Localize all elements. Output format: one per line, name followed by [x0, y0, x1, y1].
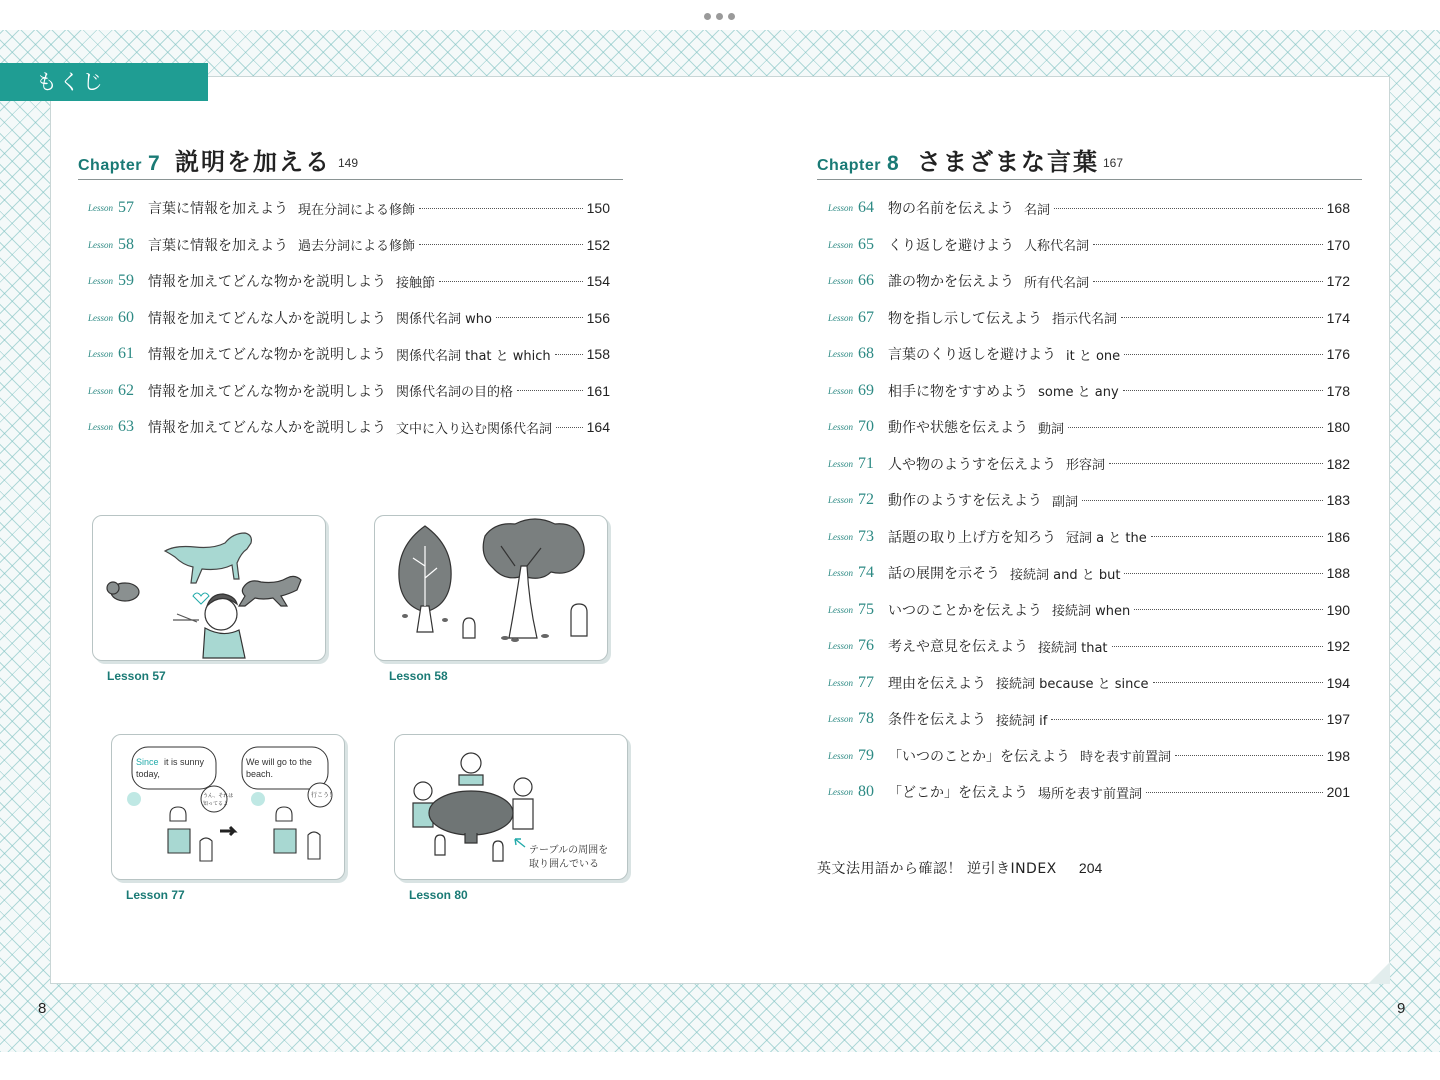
dot-leader: [496, 317, 583, 318]
toc-row[interactable]: [828, 453, 1350, 475]
lesson-page: 170: [1326, 236, 1350, 253]
toc-row[interactable]: [828, 270, 1350, 292]
sunny-beach-drawing: [112, 735, 346, 881]
lesson-page: 190: [1326, 601, 1350, 618]
lesson-number: 73: [858, 527, 874, 545]
reverse-index-entry[interactable]: [817, 858, 1102, 878]
lesson-label: Lesson: [88, 422, 114, 432]
lesson-page: 176: [1326, 346, 1350, 362]
lesson-number: 70: [858, 418, 874, 435]
illustration-lesson-57: [92, 515, 326, 661]
lesson-label: Lesson: [828, 677, 854, 688]
lesson-label: Lesson: [828, 239, 854, 250]
index-page: 204: [1078, 860, 1103, 876]
lesson-page: 201: [1326, 784, 1350, 800]
contents-tag: もくじ: [0, 63, 208, 101]
lesson-number: 62: [118, 381, 134, 399]
chapter-title: 説明を加える: [175, 148, 331, 176]
toc-row[interactable]: [828, 343, 1350, 365]
lesson-page: 158: [586, 346, 610, 362]
lesson-title: 考えや意見を伝えよう: [888, 639, 1028, 655]
bubble1-highlight: Since: [136, 757, 159, 767]
lesson-subtitle: 関係代名詞の目的格: [396, 385, 514, 400]
lesson-subtitle: 関係代名詞 that と which: [396, 348, 551, 364]
lesson-number: 64: [858, 199, 874, 216]
lesson-page: 154: [586, 273, 610, 289]
lesson-number: 74: [858, 564, 874, 581]
bubble1-line2: today,: [136, 769, 160, 779]
lesson-label: Lesson: [828, 604, 854, 615]
lesson-label: Lesson: [88, 239, 114, 250]
dot-leader: [1109, 463, 1323, 464]
note-line1: テーブルの周囲を: [529, 845, 609, 856]
lesson-title: 言葉に情報を加えよう: [148, 201, 288, 217]
lesson-page: 194: [1326, 674, 1350, 691]
lesson-label: Lesson: [828, 276, 854, 286]
chapter-title: さまざまな言葉: [917, 148, 1099, 176]
chapter-8-header: [817, 140, 1362, 180]
lesson-page: 178: [1326, 382, 1350, 399]
lesson-number: 78: [858, 710, 874, 727]
dot-leader: [1123, 390, 1323, 391]
dot-leader: [1124, 573, 1322, 574]
lesson-page: 161: [586, 382, 610, 399]
lesson-subtitle: 関係代名詞 who: [396, 312, 492, 327]
lesson-subtitle: 形容詞: [1066, 458, 1106, 473]
toc-row[interactable]: [88, 197, 610, 219]
lesson-page: 188: [1326, 565, 1350, 581]
illustration-caption: Lesson 77: [126, 888, 185, 902]
toc-row[interactable]: [88, 343, 610, 365]
lesson-subtitle: 現在分詞による修飾: [298, 202, 416, 218]
lesson-subtitle: 時を表す前置詞: [1080, 750, 1172, 765]
lesson-label: Lesson: [828, 203, 854, 213]
chapter-number: 8: [887, 152, 899, 175]
page-number-right: 9: [1397, 1000, 1406, 1017]
dot-leader: [1068, 427, 1323, 428]
lesson-title: 条件を伝えよう: [888, 712, 986, 728]
toc-row[interactable]: [88, 307, 610, 329]
dot-leader: [555, 354, 583, 355]
illustration-lesson-58: [374, 515, 608, 661]
more-horizontal-icon[interactable]: [704, 13, 735, 20]
dot-leader: [1093, 244, 1323, 245]
toc-row[interactable]: [828, 526, 1350, 548]
lesson-title: 誰の物かを伝えよう: [888, 274, 1014, 290]
chapter-page: 149: [338, 156, 359, 170]
dot-leader: [1146, 792, 1323, 793]
small-bubble2: 行こう！: [311, 792, 336, 799]
illustration-caption: Lesson 58: [389, 669, 448, 683]
lesson-title: 言葉のくり返しを避けよう: [888, 347, 1056, 363]
lesson-label: Lesson: [828, 312, 854, 323]
lesson-title: 言葉に情報を加えよう: [148, 237, 288, 254]
lesson-label: Lesson: [88, 312, 114, 323]
lesson-label: Lesson: [828, 531, 854, 542]
lesson-title: 相手に物をすすめよう: [888, 383, 1029, 400]
trees-drawing: [375, 516, 609, 662]
lesson-subtitle: 接続詞 when: [1052, 604, 1131, 619]
lesson-label: Lesson: [88, 203, 114, 213]
dot-leader: [1124, 354, 1322, 355]
lesson-page: 197: [1326, 711, 1350, 727]
dot-leader: [1175, 755, 1323, 756]
lesson-subtitle: some と any: [1038, 385, 1119, 400]
illustration-caption: Lesson 80: [409, 888, 468, 902]
toc-row[interactable]: [88, 416, 610, 438]
lesson-title: いつのことかを伝えよう: [888, 602, 1042, 619]
toc-row[interactable]: [828, 781, 1350, 803]
dot-leader: [1134, 609, 1322, 610]
lesson-title: 情報を加えてどんな物かを説明しよう: [148, 347, 386, 363]
lesson-title: 「いつのことか」を伝えよう: [888, 748, 1070, 765]
lesson-subtitle: 動詞: [1038, 421, 1065, 437]
lesson-title: 動作のようすを伝えよう: [888, 493, 1042, 509]
lesson-number: 68: [858, 345, 874, 362]
toc-row[interactable]: [828, 307, 1350, 329]
lesson-label: Lesson: [828, 714, 854, 724]
lesson-page: 192: [1326, 638, 1350, 654]
lesson-label: Lesson: [828, 458, 854, 469]
lesson-number: 61: [118, 345, 134, 362]
dot-leader: [419, 244, 583, 245]
lesson-label: Lesson: [88, 349, 114, 359]
lesson-title: 動作や状態を伝えよう: [888, 420, 1028, 436]
lesson-label: Lesson: [88, 276, 114, 286]
lesson-subtitle: 文中に入り込む関係代名詞: [396, 421, 553, 437]
lesson-number: 71: [858, 454, 874, 472]
dot-leader: [1153, 682, 1323, 683]
lesson-number: 72: [858, 491, 874, 508]
lesson-page: 182: [1326, 455, 1350, 472]
dot-leader: [517, 390, 583, 391]
bubble2-line1: We will go to the: [246, 757, 312, 767]
lesson-page: 198: [1326, 747, 1350, 764]
dot-leader: [1054, 208, 1323, 209]
lesson-label: Lesson: [828, 385, 854, 396]
lesson-number: 57: [118, 199, 134, 216]
lesson-label: Lesson: [828, 641, 854, 651]
lesson-number: 80: [858, 783, 874, 800]
toc-row[interactable]: [828, 708, 1350, 730]
toc-row[interactable]: [828, 672, 1350, 694]
toc-row[interactable]: [828, 489, 1350, 511]
lesson-title: 情報を加えてどんな物かを説明しよう: [148, 274, 386, 290]
lesson-number: 79: [858, 746, 874, 764]
lesson-page: 168: [1326, 200, 1350, 216]
lesson-subtitle: 接触節: [396, 275, 436, 291]
lesson-subtitle: 接続詞 if: [996, 713, 1048, 729]
lesson-page: 180: [1326, 419, 1350, 435]
panel-corner-fold: [1368, 962, 1390, 984]
lesson-subtitle: 人称代名詞: [1024, 239, 1090, 254]
lesson-title: くり返しを避けよう: [888, 237, 1014, 254]
illustration-lesson-77: [111, 734, 345, 880]
toc-row[interactable]: [828, 599, 1350, 621]
lesson-title: 「どこか」を伝えよう: [888, 785, 1028, 801]
dot-leader: [1051, 719, 1322, 720]
lesson-page: 164: [586, 419, 610, 435]
lesson-subtitle: 接続詞 and と but: [1010, 567, 1121, 583]
page-number-left: 8: [38, 1000, 47, 1017]
dot-leader: [1151, 536, 1323, 537]
lesson-page: 174: [1326, 309, 1350, 326]
lesson-number: 65: [858, 235, 874, 253]
toc-row[interactable]: [828, 197, 1350, 219]
lesson-number: 67: [858, 308, 874, 326]
lesson-label: Lesson: [828, 422, 854, 432]
lesson-subtitle: 指示代名詞: [1052, 312, 1118, 327]
lesson-subtitle: 接続詞 that: [1038, 640, 1108, 656]
lesson-subtitle: 接続詞 because と since: [996, 677, 1149, 692]
lesson-page: 186: [1326, 528, 1350, 545]
chapter-7-header: [78, 140, 623, 180]
note-line2: 取り囲んでいる: [529, 859, 599, 870]
toc-row[interactable]: [88, 234, 610, 256]
lesson-subtitle: 副詞: [1052, 494, 1079, 510]
lesson-title: 物の名前を伝えよう: [888, 201, 1014, 217]
lesson-label: Lesson: [828, 787, 854, 797]
lesson-number: 76: [858, 637, 874, 654]
lesson-number: 58: [118, 235, 134, 253]
round-table-drawing: [395, 735, 629, 881]
lesson-title: 情報を加えてどんな人かを説明しよう: [148, 420, 386, 436]
lesson-page: 172: [1326, 273, 1350, 289]
lesson-title: 情報を加えてどんな人かを説明しよう: [148, 310, 386, 327]
toc-row[interactable]: [828, 416, 1350, 438]
illustration-lesson-80: [394, 734, 628, 880]
lesson-number: 60: [118, 308, 134, 326]
lesson-title: 情報を加えてどんな物かを説明しよう: [148, 383, 386, 400]
illustration-caption: Lesson 57: [107, 669, 166, 683]
lesson-title: 人や物のようすを伝えよう: [888, 456, 1056, 473]
lesson-subtitle: 過去分詞による修飾: [298, 239, 416, 254]
lesson-page: 152: [586, 236, 610, 253]
lesson-subtitle: 名詞: [1024, 202, 1051, 218]
lesson-subtitle: 冠詞 a と the: [1066, 531, 1147, 546]
dot-leader: [1112, 646, 1323, 647]
lesson-title: 話の展開を示そう: [888, 566, 1000, 582]
dogs-and-girl-drawing: [93, 516, 327, 662]
chapter-label: Chapter: [78, 157, 142, 174]
lesson-number: 66: [858, 272, 874, 289]
bubble2-line2: beach.: [246, 769, 274, 779]
chapter-number: 7: [148, 152, 160, 175]
lesson-label: Lesson: [88, 385, 114, 396]
toc-row[interactable]: [828, 745, 1350, 767]
lesson-subtitle: it と one: [1066, 348, 1121, 364]
small-bubble1-line2: 知ってるよ: [203, 801, 229, 807]
index-title: 英文法用語から確認！ 逆引きINDEX: [817, 861, 1057, 877]
lesson-number: 63: [118, 418, 134, 435]
lesson-number: 59: [118, 272, 134, 289]
toc-row[interactable]: [828, 562, 1350, 584]
chapter-label: Chapter: [817, 157, 881, 174]
lesson-number: 75: [858, 600, 874, 618]
lesson-subtitle: 場所を表す前置詞: [1038, 786, 1143, 802]
lesson-number: 69: [858, 381, 874, 399]
dot-leader: [419, 208, 583, 209]
toc-row[interactable]: [828, 380, 1350, 402]
lesson-title: 話題の取り上げ方を知ろう: [888, 529, 1056, 546]
lesson-label: Lesson: [828, 495, 854, 505]
bubble1-line1: it is sunny: [164, 757, 205, 767]
lesson-label: Lesson: [828, 750, 854, 761]
toc-row[interactable]: [828, 635, 1350, 657]
toc-row[interactable]: [828, 234, 1350, 256]
lesson-page: 156: [586, 309, 610, 326]
lesson-label: Lesson: [828, 349, 854, 359]
small-bubble1-line1: うん、それは: [203, 793, 234, 799]
lesson-title: 物を指し示して伝えよう: [888, 310, 1042, 327]
dot-leader: [556, 427, 583, 428]
dot-leader: [1121, 317, 1323, 318]
viewer-top-bar: [0, 0, 1440, 30]
lesson-page: 150: [586, 200, 610, 216]
chapter-page: 167: [1103, 156, 1124, 170]
toc-row[interactable]: [88, 380, 610, 402]
toc-row[interactable]: [88, 270, 610, 292]
lesson-subtitle: 所有代名詞: [1024, 275, 1090, 291]
lesson-title: 理由を伝えよう: [888, 675, 986, 692]
lesson-page: 183: [1326, 492, 1350, 508]
lesson-number: 77: [858, 673, 874, 691]
dot-leader: [439, 281, 583, 282]
dot-leader: [1093, 281, 1323, 282]
dot-leader: [1082, 500, 1323, 501]
viewer-bottom-bar: [0, 1052, 1440, 1080]
lesson-label: Lesson: [828, 568, 854, 578]
